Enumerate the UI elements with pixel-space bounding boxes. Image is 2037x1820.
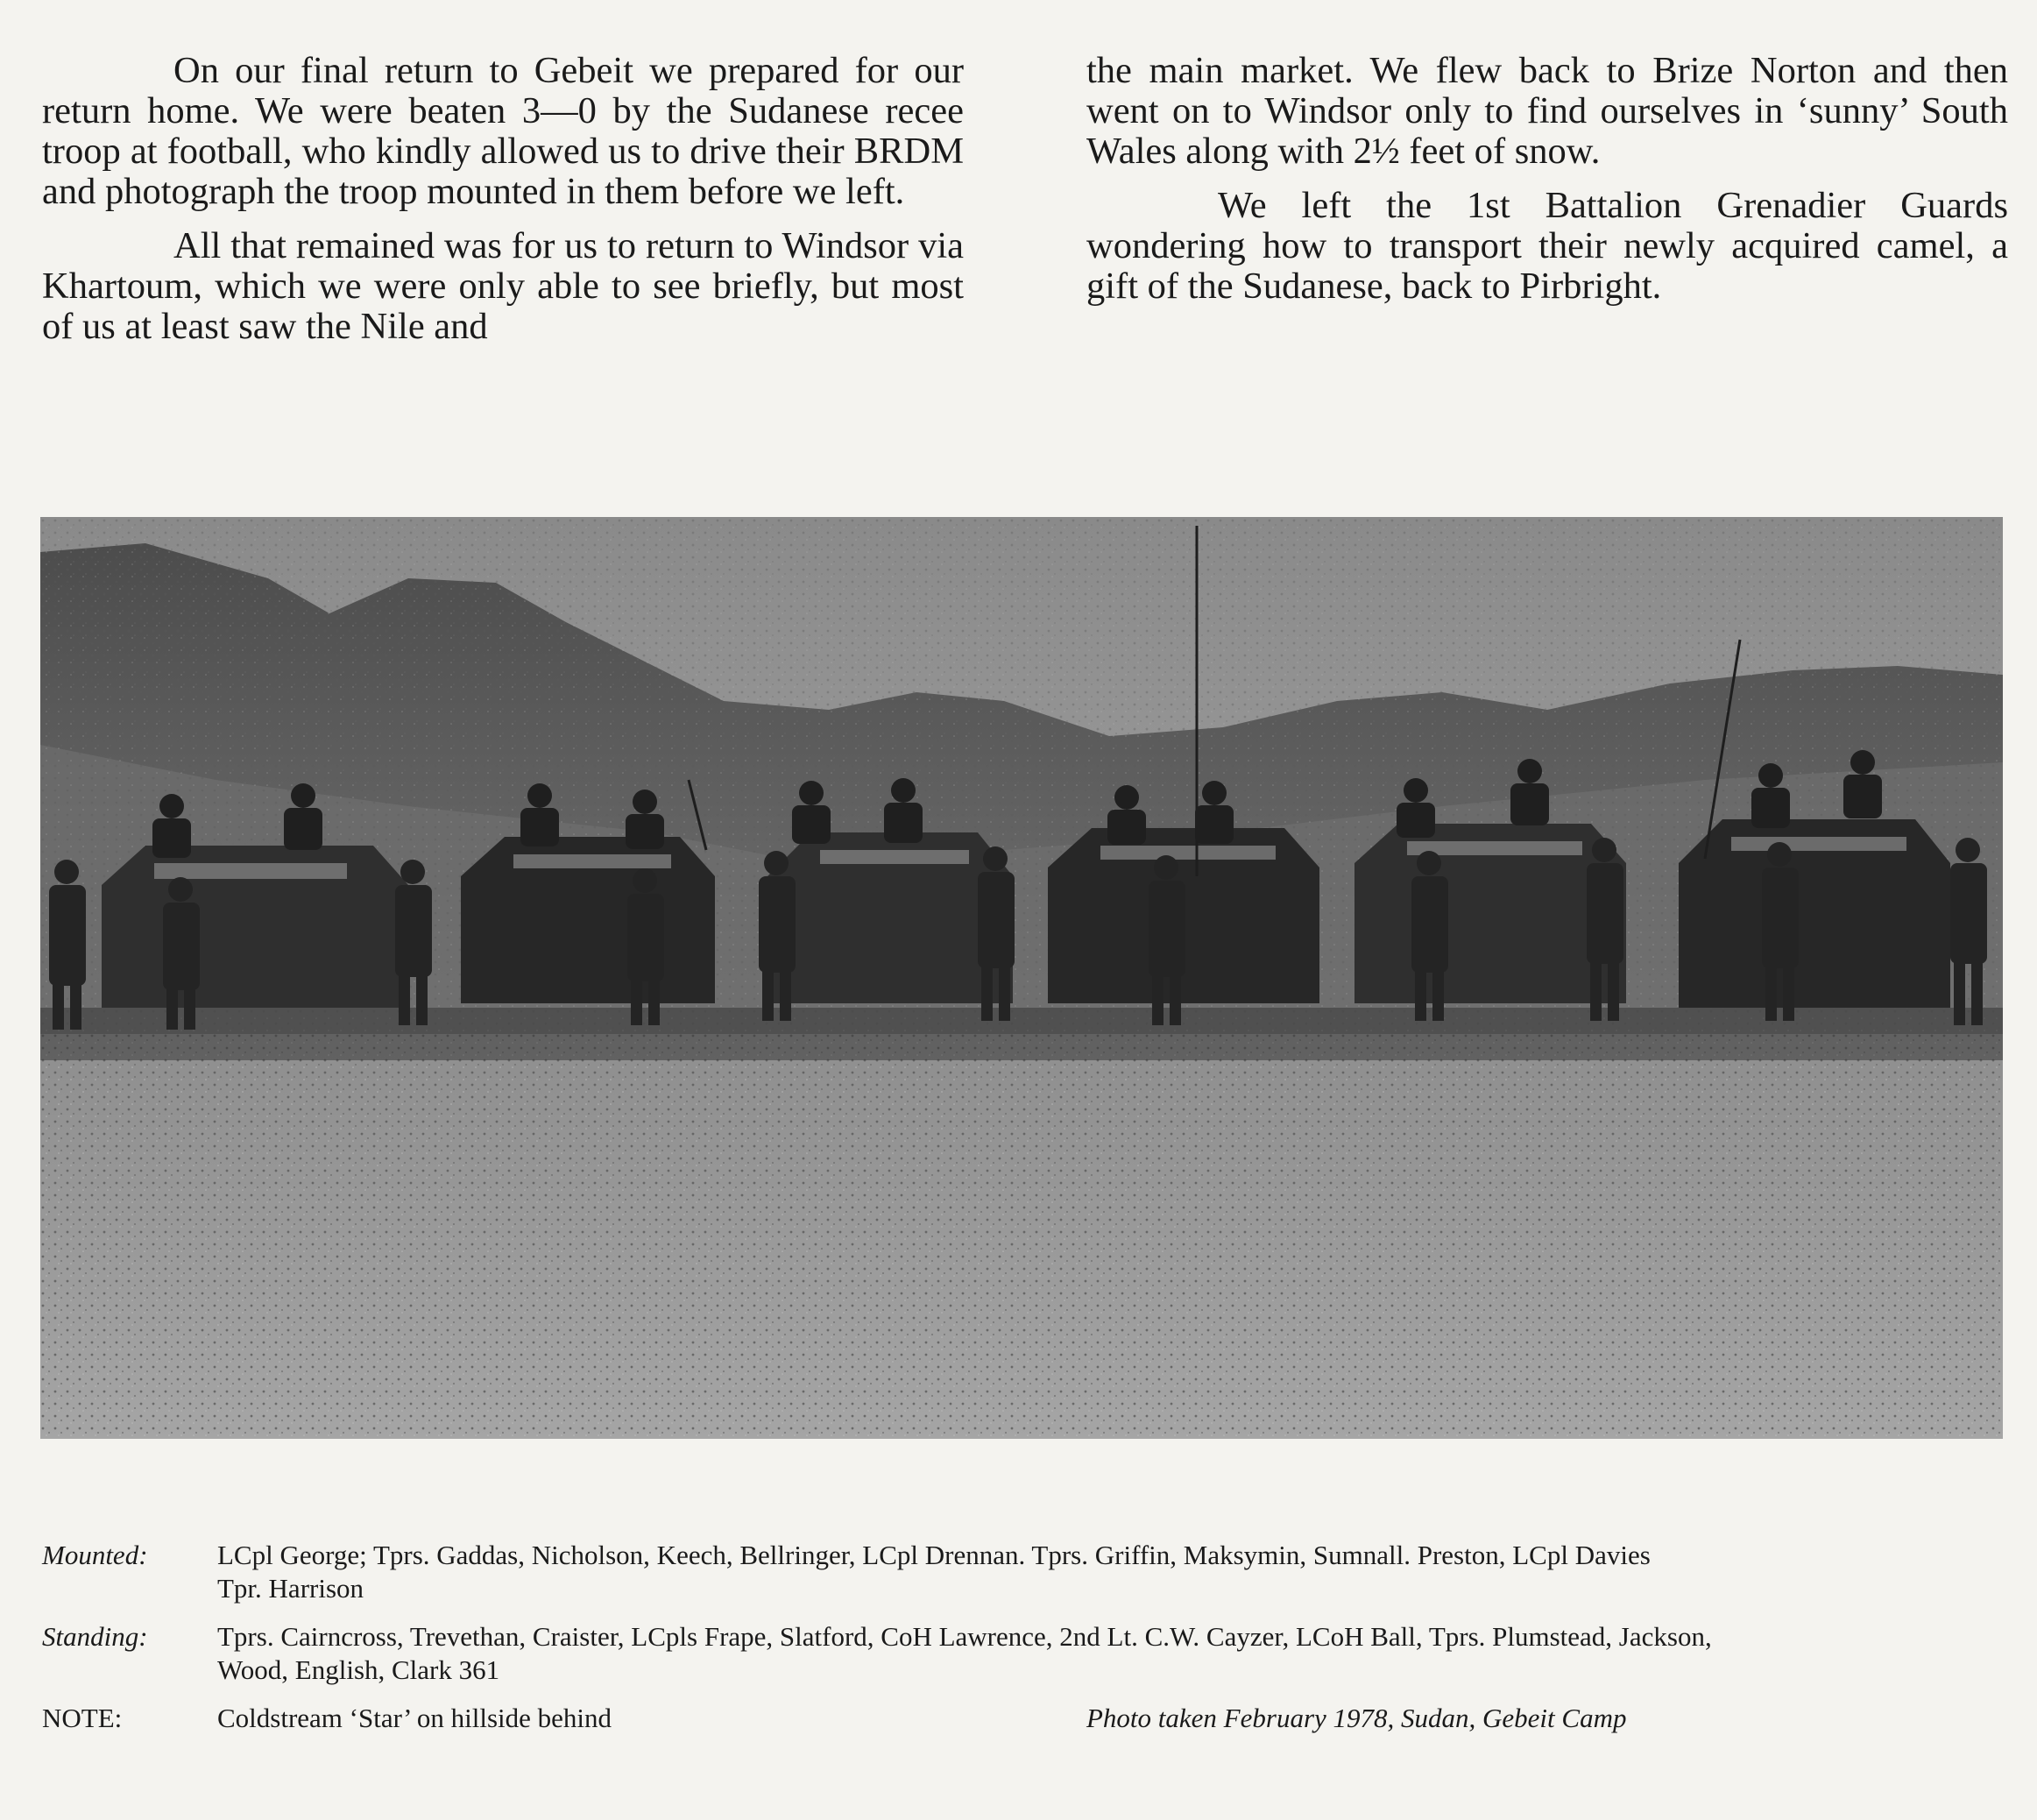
photo-credit: Photo taken February 1978, Sudan, Gebeit Camp [1086, 1703, 1627, 1733]
caption-text: Wood, English, Clark 361 [217, 1654, 500, 1685]
caption-text: LCpl George; Tprs. Gaddas, Nicholson, Keech, Bellringer, LCpl Drennan. Tprs. Griffin, Maksymin, Sumnall. Preston, LCpl Davies [217, 1540, 1651, 1570]
caption-text: Tprs. Cairncross, Trevethan, Craister, LCpls Frape, Slatford, CoH Lawrence, 2nd Lt. C.W. Cayzer, LCoH Ball, Tprs. Plumstead, Jackson, [217, 1621, 1712, 1652]
caption-note [42, 1702, 2005, 1735]
left-text-column [42, 51, 964, 361]
paragraph: We left the 1st Battalion Grenadier Guards wondering how to transport their newly acquired camel, a gift of the Sudanese, back to Pirbright. [1086, 185, 2008, 307]
caption-label: Mounted: [42, 1540, 148, 1570]
caption-label: NOTE: [42, 1703, 123, 1733]
caption-text: Coldstream ‘Star’ on hillside behind [217, 1703, 612, 1733]
caption-standing [42, 1620, 2005, 1687]
right-text-column [1086, 51, 2008, 321]
caption-mounted [42, 1539, 2005, 1605]
caption-label: Standing: [42, 1621, 148, 1652]
paragraph: the main market. We flew back to Brize Norton and then went on to Windsor only to find ourselves in ‘sunny’ South Wales along with 2½ feet of snow. [1086, 50, 2008, 172]
caption-text: Tpr. Harrison [217, 1573, 364, 1604]
troop-photograph [40, 517, 2003, 1439]
photo-caption [42, 1539, 2005, 1750]
paragraph: All that remained was for us to return to Windsor via Khartoum, which we were only able to see briefly, but most of us at least saw the Nile and [42, 225, 964, 347]
paragraph: On our final return to Gebeit we prepared for our return home. We were beaten 3—0 by the Sudanese recee troop at football, who kindly allowed us to drive their BRDM and photograph the troop mounted in them before we left. [42, 50, 964, 212]
